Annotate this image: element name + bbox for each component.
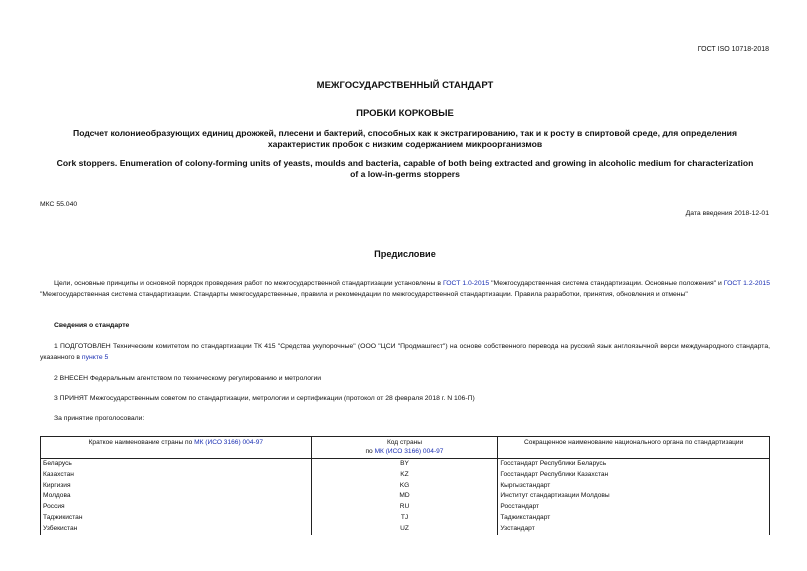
subtitle-russian-line-1: Подсчет колониеобразующих единиц дрожжей, плесени и бактерий, способных как к экстрагированию, так и к росту в спиртовой среде, для определения <box>73 128 737 138</box>
mks-code: МКС 55.040 <box>40 201 78 208</box>
country-cell: Казахстан <box>41 470 312 481</box>
table-row <box>41 491 770 502</box>
header-country-text: Краткое наименование страны по <box>88 439 195 446</box>
item-prepared <box>40 342 770 363</box>
preface-heading: Предисловие <box>374 249 436 259</box>
preface-text-a: Цели, основные принципы и основной порядок проведения работ по межгосударственной стандартизации установлены в <box>54 280 443 287</box>
country-cell: Таджикистан <box>41 513 312 524</box>
document-code: ГОСТ ISO 10718-2018 <box>697 46 769 53</box>
subtitle-english <box>40 158 770 180</box>
table-header-row <box>41 437 770 459</box>
country-cell: Россия <box>41 502 312 513</box>
table-row <box>41 481 770 492</box>
country-cell: Узбекистан <box>41 524 312 535</box>
header-body: Сокращенное наименование национального органа по стандартизации <box>498 437 770 459</box>
document-title: ПРОБКИ КОРКОВЫЕ <box>356 108 454 119</box>
code-cell: KZ <box>311 470 498 481</box>
country-cell: Киргизия <box>41 481 312 492</box>
gost-1-2-link[interactable]: ГОСТ 1.2-2015 <box>723 280 770 287</box>
table-row <box>41 524 770 535</box>
preface-text-b: "Межгосударственная система стандартизации. Основные положения" и <box>489 280 724 287</box>
country-cell: Беларусь <box>41 459 312 470</box>
intro-date: Дата введения 2018-12-01 <box>685 210 769 217</box>
mk-iso-3166-link[interactable]: МК (ИСО 3166) 004-97 <box>194 439 264 446</box>
gost-1-0-link[interactable]: ГОСТ 1.0-2015 <box>442 280 490 287</box>
preface-text-c: "Межгосударственная система стандартизации. Стандарты межгосударственные, правила и рекомендации по межгосударственной стандартизации. Правила разработки, принятия, обновления и отмены" <box>40 290 688 298</box>
table-row <box>41 470 770 481</box>
body-cell: Госстандарт Республики Казахстан <box>498 470 770 481</box>
mk-iso-3166-link-2[interactable]: МК (ИСО 3166) 004-97 <box>374 447 444 455</box>
body-cell: Росстандарт <box>498 502 770 513</box>
body-cell: Кыргызстандарт <box>498 481 770 492</box>
subtitle-russian <box>40 128 770 150</box>
body-cell: Госстандарт Республики Беларусь <box>498 459 770 470</box>
voted-label: За принятие проголосовали: <box>54 415 145 422</box>
clause-5-link[interactable]: пункте 5 <box>81 353 109 361</box>
header-country <box>41 437 312 459</box>
subtitle-russian-line-2: характеристик пробок с низким содержанием микроорганизмов <box>267 139 543 149</box>
code-cell: KG <box>311 481 498 492</box>
code-cell: BY <box>311 459 498 470</box>
country-cell: Молдова <box>41 491 312 502</box>
subtitle-english-line-2: of a low-in-germs stoppers <box>350 169 460 179</box>
header-code-prefix: по <box>365 447 375 455</box>
code-cell: TJ <box>311 513 498 524</box>
header-code-line-1: Код страны <box>386 439 423 446</box>
subtitle-english-line-1: Cork stoppers. Enumeration of colony-forming units of yeasts, moulds and bacteria, capable of both being extracted and growing in alcoholic medium for characterization <box>56 158 754 168</box>
item-submitted: 2 ВНЕСЕН Федеральным агентством по техническому регулированию и метрологии <box>54 375 322 382</box>
standard-type-heading: МЕЖГОСУДАРСТВЕННЫЙ СТАНДАРТ <box>316 80 494 91</box>
code-cell: UZ <box>311 524 498 535</box>
table-row <box>41 459 770 470</box>
body-cell: Таджикстандарт <box>498 513 770 524</box>
table-row <box>41 513 770 524</box>
table-row <box>41 502 770 513</box>
header-code <box>311 437 498 459</box>
preface-paragraph <box>40 279 770 300</box>
code-cell: RU <box>311 502 498 513</box>
voting-table <box>40 436 770 535</box>
item-prepared-text: 1 ПОДГОТОВЛЕН Техническим комитетом по стандартизации ТК 415 "Средства укупорочные" (ООО "ЦСИ "Продмашгест") на основе собственного перевода на русский язык англоязычной верси международного стандарта, указанного в <box>40 343 770 361</box>
code-cell: MD <box>311 491 498 502</box>
body-cell: Институт стандартизации Молдовы <box>498 491 770 502</box>
about-standard-heading: Сведения о стандарте <box>54 322 130 329</box>
item-adopted: 3 ПРИНЯТ Межгосударственным советом по стандартизации, метрологии и сертификации (протокол от 28 февраля 2018 г. N 106-П) <box>54 395 475 402</box>
body-cell: Узстандарт <box>498 524 770 535</box>
